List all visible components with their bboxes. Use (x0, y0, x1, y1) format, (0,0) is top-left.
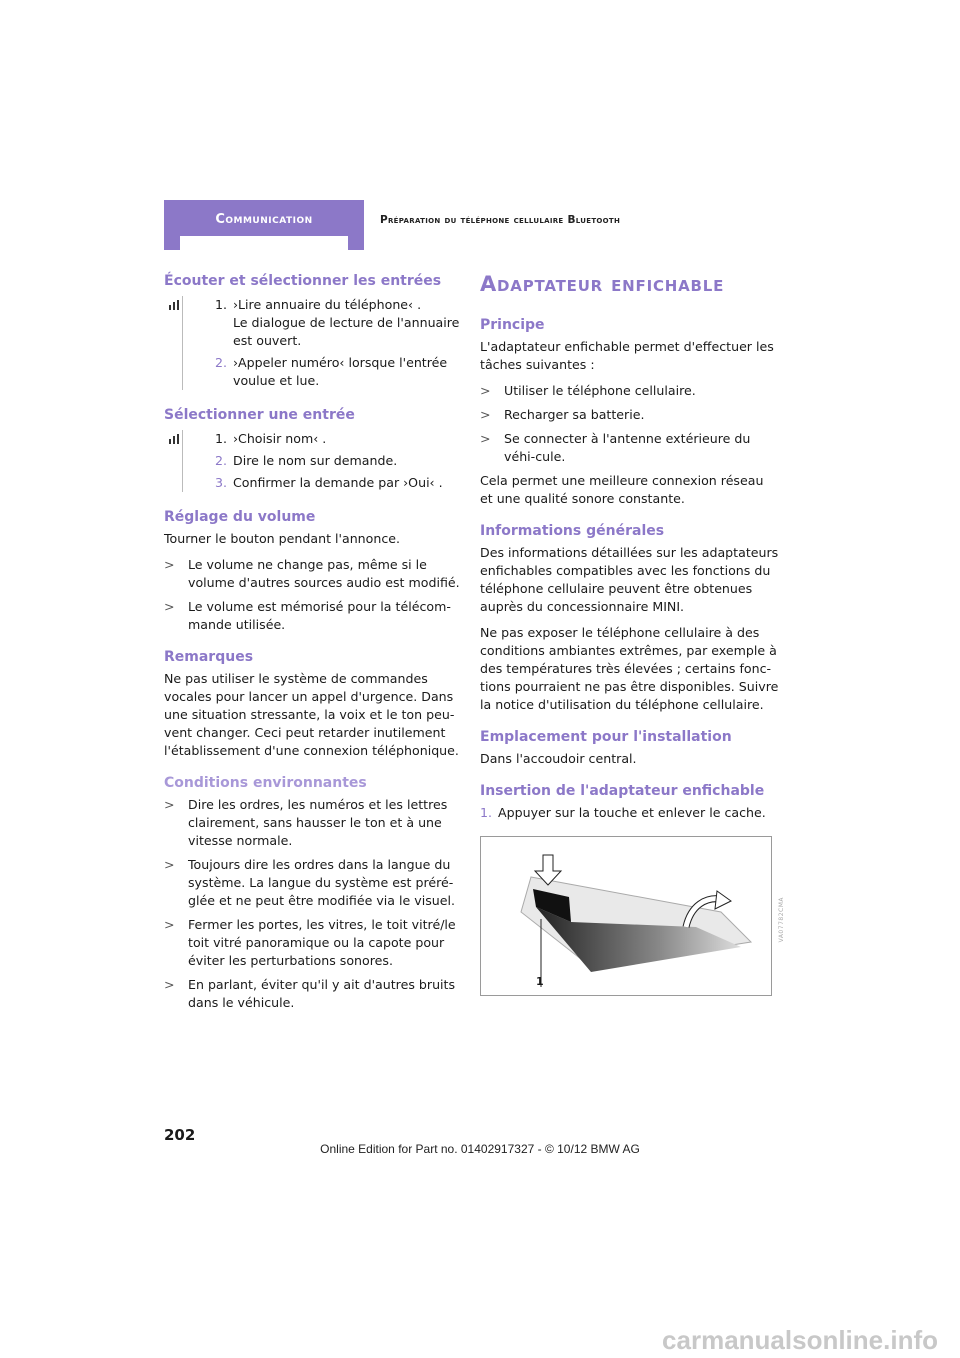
voice-command-block-listen (182, 296, 464, 390)
section-title-principle: Principe (480, 317, 545, 333)
figure-code: VA07782CMA (778, 897, 785, 943)
bullet-item: > En parlant, éviter qu'il y ait d'autres bruits dans le véhicule. (164, 977, 456, 1010)
bullet-arrow-icon: > (164, 977, 175, 992)
bullet-item: > Toujours dire les ordres dans la langue du système. La langue du système est préré-glée et ne peut être modifiée via le visuel. (164, 857, 455, 908)
bullet-item: > Recharger sa batterie. (480, 407, 645, 422)
running-header: Préparation du téléphone cellulaire Bluetooth (380, 214, 621, 226)
bullet-arrow-icon: > (164, 599, 175, 614)
section-title-volume: Réglage du volume (164, 509, 316, 525)
section-title-location: Emplacement pour l'installation (480, 729, 732, 745)
bullet-arrow-icon: > (480, 407, 491, 422)
voice-command-icon (169, 434, 179, 444)
paragraph: Tourner le bouton pendant l'annonce. (164, 531, 401, 546)
tab-divider (180, 236, 348, 250)
left-column (164, 272, 464, 1026)
bullet-arrow-icon: > (164, 557, 175, 572)
section-insertion (480, 782, 785, 996)
paragraph: Ne pas utiliser le système de commandes vocales pour lancer un appel d'urgence. Dans une situation stressante, la voix et le ton peu-vent changer. Ceci peut retarder inutilement l'établissement d'une connexion téléphonique. (164, 671, 459, 758)
main-title: Adaptateur enfichable (480, 272, 725, 296)
bullet-item: > Le volume est mémorisé pour la télécom-mande utilisée. (164, 599, 451, 632)
section-title-select: Sélectionner une entrée (164, 407, 355, 423)
edition-footer: Online Edition for Part no. 01402917327 - © 10/12 BMW AG (320, 1142, 640, 1156)
step-item: 2. Dire le nom sur demande. (215, 453, 398, 468)
section-title-listen: Écouter et sélectionner les entrées (164, 273, 442, 289)
page-number: 202 (164, 1126, 196, 1144)
bullet-arrow-icon: > (480, 431, 491, 446)
section-remarks (164, 648, 464, 760)
section-general-info (480, 522, 780, 714)
paragraph: Des informations détaillées sur les adaptateurs enfichables compatibles avec les fonctions du téléphone cellulaire peuvent être obtenues auprès du concessionnaire MINI. (480, 545, 779, 614)
right-column (480, 272, 785, 1010)
paragraph: Ne pas exposer le téléphone cellulaire à des conditions ambiantes extrêmes, par exemple à des températures très élevées ; certains fonc-tions pourraient ne pas être disponibles. Suivre la notice d'utilisation du téléphone cellulaire. (480, 625, 779, 712)
bullet-arrow-icon: > (164, 917, 175, 932)
site-watermark: carmanualsonline.info (662, 1325, 938, 1355)
bullet-item: > Le volume ne change pas, même si le volume d'autres sources audio est modifié. (164, 557, 460, 590)
section-conditions (164, 774, 464, 1012)
bullet-item: > Fermer les portes, les vitres, le toit vitré/le toit vitré panoramique ou la capote pour éviter les perturbations sonores. (164, 917, 456, 968)
step-item: 1. Appuyer sur la touche et enlever le cache. (480, 805, 766, 820)
section-location (480, 728, 780, 768)
section-volume (164, 508, 464, 634)
bullet-item: > Dire les ordres, les numéros et les lettres clairement, sans hausser le ton et à une vitesse normale. (164, 797, 448, 848)
paragraph: Cela permet une meilleure connexion réseau et une qualité sonore constante. (480, 473, 764, 506)
bullet-item: > Utiliser le téléphone cellulaire. (480, 383, 696, 398)
step-item: 3. Confirmer la demande par ›Oui‹ . (215, 475, 443, 490)
figure-callout-label: 1 (536, 975, 544, 988)
bullet-arrow-icon: > (480, 383, 491, 398)
step-item: 1. ›Choisir nom‹ . (215, 431, 327, 446)
voice-command-block-select (182, 430, 464, 492)
section-principle (480, 316, 780, 508)
section-title-insertion: Insertion de l'adaptateur enfichable (480, 783, 765, 799)
paragraph: L'adaptateur enfichable permet d'effectuer les tâches suivantes : (480, 339, 774, 372)
bullet-arrow-icon: > (164, 797, 175, 812)
bullet-item: > Se connecter à l'antenne extérieure du véhi-cule. (480, 431, 751, 464)
section-title-remarks: Remarques (164, 649, 254, 665)
adapter-illustration (480, 836, 785, 996)
step-item: 2. ›Appeler numéro‹ lorsque l'entrée voulue et lue. (215, 355, 448, 388)
adapter-cover-drawing (481, 837, 771, 995)
voice-command-icon (169, 300, 179, 310)
section-title-general-info: Informations générales (480, 523, 665, 539)
paragraph: Dans l'accoudoir central. (480, 751, 637, 766)
section-title-conditions: Conditions environnantes (164, 775, 367, 791)
bullet-arrow-icon: > (164, 857, 175, 872)
step-item: 1. ›Lire annuaire du téléphone‹ . Le dialogue de lecture de l'annuaire est ouvert. (215, 297, 460, 348)
chapter-tab-label: Communication (215, 212, 313, 227)
